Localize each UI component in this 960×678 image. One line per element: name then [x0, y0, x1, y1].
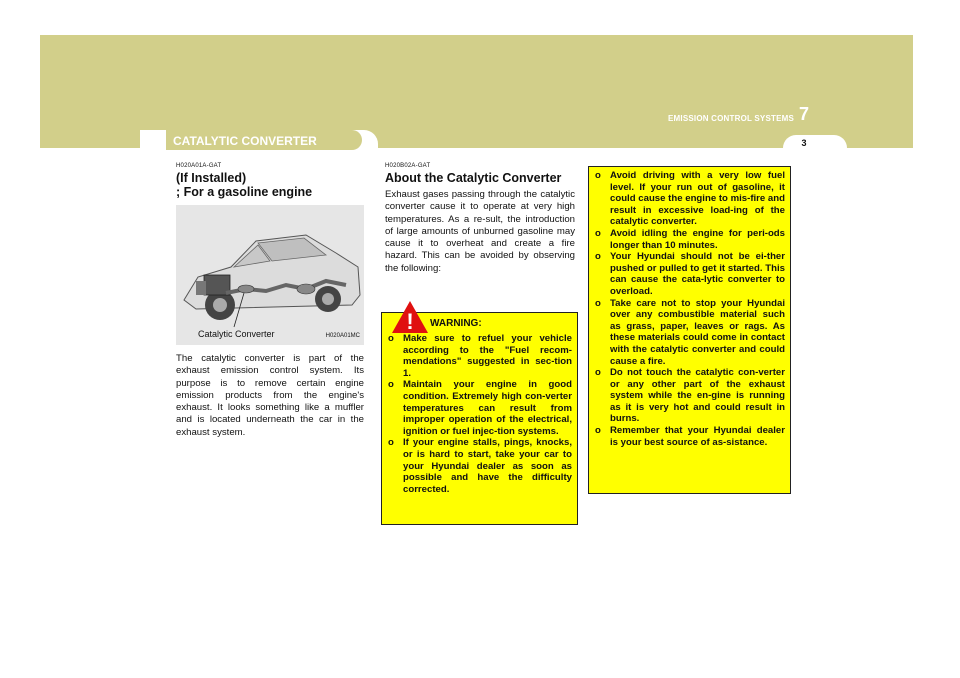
car-illustration — [176, 205, 364, 345]
warning-heading: WARNING: — [430, 318, 482, 329]
list-item: o Maintain your engine in good condition. Extremely high con-verter temperatures can result from improper operation of the electrical, ignition or fuel injec-tion systems. — [388, 379, 572, 437]
about-column — [385, 163, 575, 275]
car-icon — [176, 205, 364, 345]
warning-list — [386, 333, 572, 495]
intro-column — [176, 163, 364, 439]
list-item: o Remember that your Hyundai dealer is your best source of as-sistance. — [595, 425, 785, 448]
figure-code: H020A01MC — [325, 333, 360, 339]
intro-heading — [176, 171, 364, 199]
intro-paragraph: The catalytic converter is part of the exhaust emission control system. Its purpose is to remove certain engine emission products from the engine's exhaust. It looks something like a muffler and is located underneath the car in the exhaust system. — [176, 353, 364, 438]
page-title: CATALYTIC CONVERTER — [173, 134, 317, 148]
section-code: H020A01A-GAT — [176, 163, 222, 169]
warning-triangle-icon — [391, 300, 429, 334]
list-item: o Avoid idling the engine for peri-ods longer than 10 minutes. — [595, 227, 785, 251]
warning-symbol: ! — [406, 309, 414, 334]
list-item: o Take care not to stop your Hyundai over any combustible material such as grass, paper, leaves or rags. As these materials could come in contact with the catalytic converter and could cause a fire. — [595, 297, 785, 367]
section-code: H020B02A-GAT — [385, 163, 431, 169]
list-item: o Avoid driving with a very low fuel level. If your run out of gasoline, it could cause the engine to mis-fire and result in excessive load-ing of the catalytic converter. — [595, 170, 785, 228]
caution-list — [593, 170, 785, 448]
page-number: 3 — [801, 138, 807, 148]
intro-heading-line2: ; For a gasoline engine — [176, 185, 313, 199]
chapter-number: 7 — [798, 104, 809, 124]
figure-caption: Catalytic Converter — [198, 329, 275, 339]
about-paragraph: Exhaust gases passing through the catalytic converter cause it to operate at very high temperatures. As a re-sult, the introduction of large amounts of unburned gasoline may cause it to overheat and create a fire hazard. This can be avoided by observing the following: — [385, 189, 575, 274]
list-item: o Your Hyundai should not be ei-ther pushed or pulled to get it started. This can cause the cata-lytic converter to overload. — [595, 251, 785, 297]
section-title: EMISSION CONTROL SYSTEMS — [668, 114, 794, 123]
about-heading: About the Catalytic Converter — [385, 171, 562, 185]
list-item: o Do not touch the catalytic con-verter or any other part of the exhaust system while the en-gine is running as it is very hot and could result in burns. — [595, 367, 785, 425]
list-item: o Make sure to refuel your vehicle according to the "Fuel recom-mendations" suggested in sec-tion 1. — [388, 333, 572, 379]
list-item: o If your engine stalls, pings, knocks, or is hard to start, take your car to your Hyundai dealer as soon as possible and have the difficulty corrected. — [388, 437, 572, 495]
intro-heading-line1: (If Installed) — [176, 171, 247, 185]
